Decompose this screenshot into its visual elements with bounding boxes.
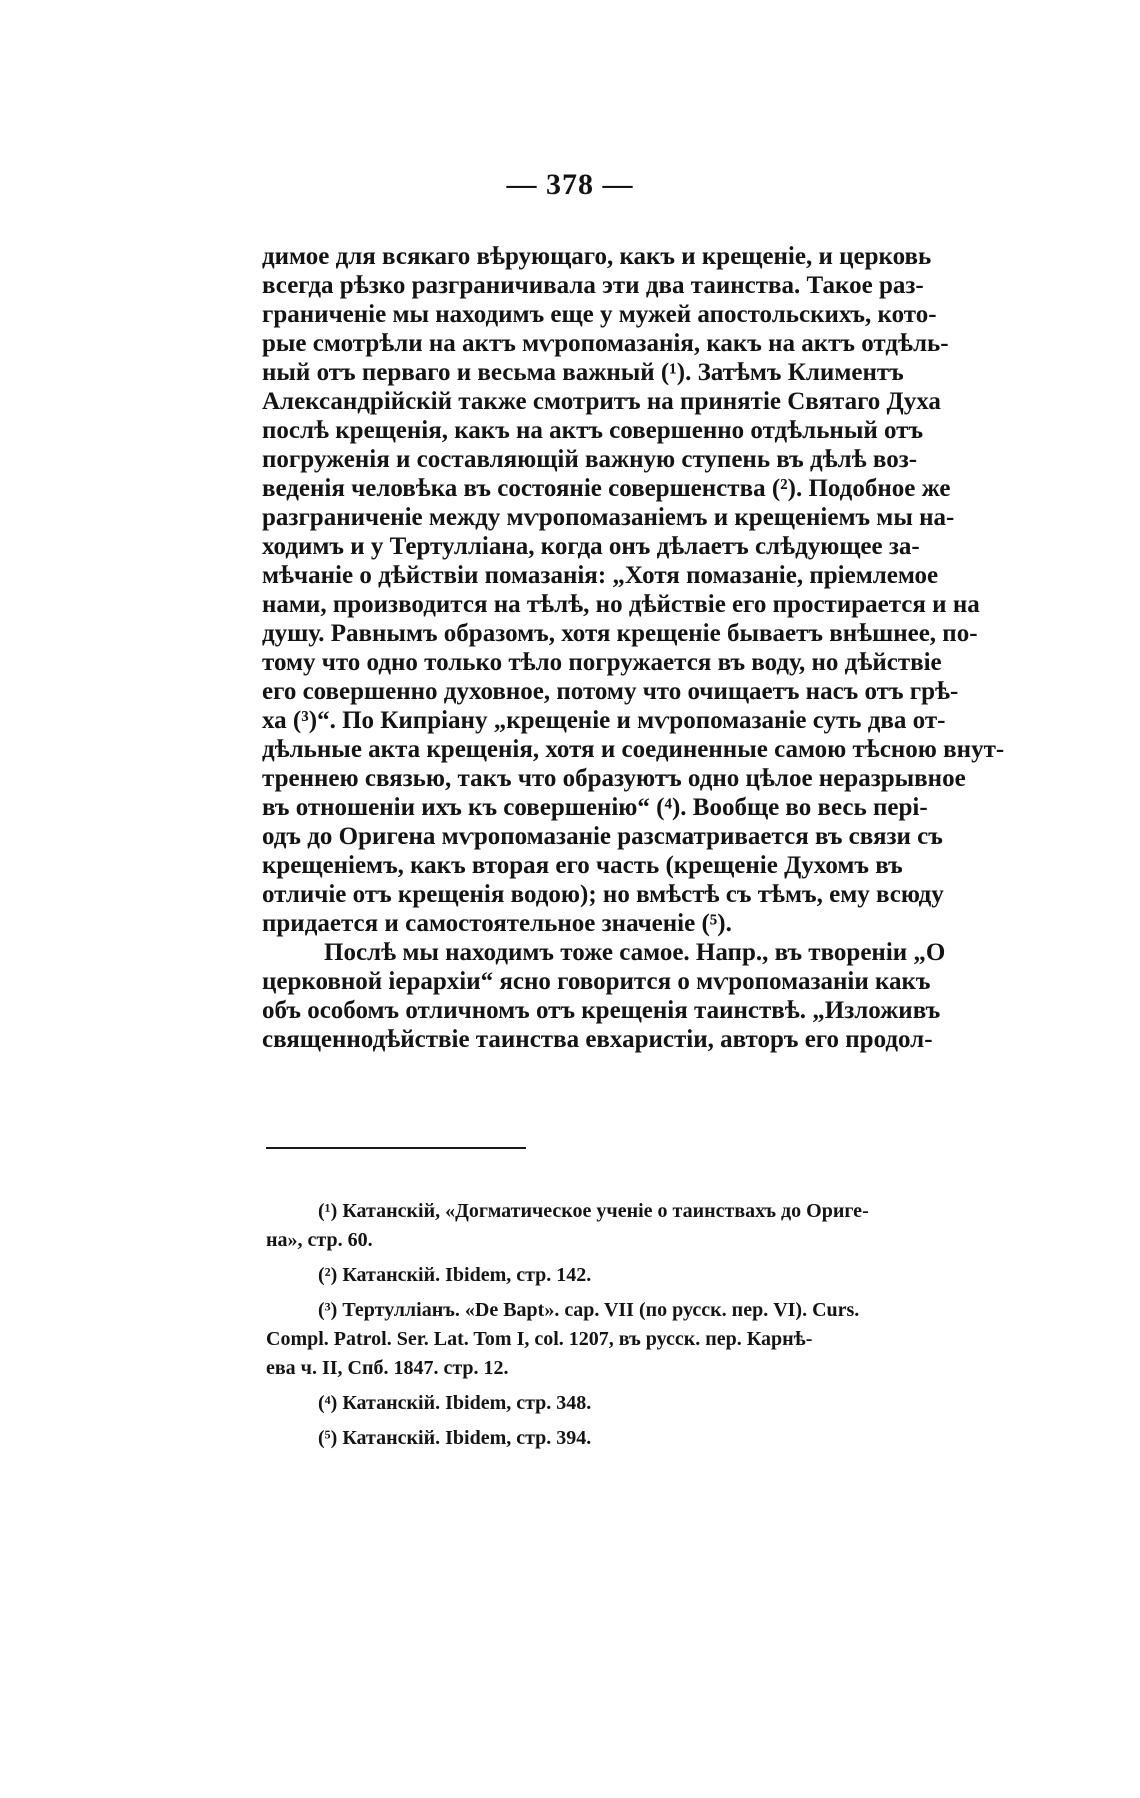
footnote-line: ева ч. II, Спб. 1847. стр. 12. <box>266 1357 509 1379</box>
body-line: придается и самостоятельное значеніе (⁵). <box>262 910 732 937</box>
body-line: ный отъ перваго и весьма важный (¹). Затѣмъ Климентъ <box>262 359 904 386</box>
body-line: послѣ крещенія, какъ на актъ совершенно отдѣльный отъ <box>262 417 924 444</box>
body-line: дѣльные акта крещенія, хотя и соединенные самою тѣсною внут- <box>262 736 1005 763</box>
body-line: отличіе отъ крещенія водою); но вмѣстѣ съ тѣмъ, ему всюду <box>262 881 944 908</box>
footnote-line: (¹) Катанскій, «Догматическое ученіе о таинствахъ до Ориге- <box>318 1200 869 1222</box>
body-line-paragraph-start: Послѣ мы находимъ тоже самое. Напр., въ твореніи „О <box>324 939 946 966</box>
footnote-4 <box>266 1389 1038 1418</box>
body-line: нами, производится на тѣлѣ, но дѣйствіе его простирается и на <box>262 591 980 618</box>
body-line: Александрійскій также смотритъ на принятіе Святаго Духа <box>262 388 941 415</box>
footnote-3 <box>266 1296 1038 1383</box>
body-line: мѣчаніе о дѣйствіи помазанія: „Хотя помазаніе, пріемлемое <box>262 562 939 589</box>
body-line: граниченіе мы находимъ еще у мужей апостольскихъ, кото- <box>262 301 937 328</box>
footnote-divider <box>266 1147 526 1149</box>
body-line: рые смотрѣли на актъ мѵропомазанія, какъ на актъ отдѣль- <box>262 330 949 357</box>
footnote-1 <box>266 1197 1038 1255</box>
body-line: въ отношеніи ихъ къ совершенію“ (⁴). Вообще во весь пері- <box>262 794 928 821</box>
footnote-2 <box>266 1261 1038 1290</box>
body-line: тому что одно только тѣло погружается въ воду, но дѣйствіе <box>262 649 942 676</box>
body-line: одъ до Оригена мѵропомазаніе разсматривается въ связи съ <box>262 823 943 850</box>
page-number: — 378 — <box>506 168 634 201</box>
footnote-line: (⁴) Катанскій. Ibidem, стр. 348. <box>318 1392 592 1414</box>
body-line: объ особомъ отличномъ отъ крещенія таинствѣ. „Изложивъ <box>262 997 941 1024</box>
body-line: церковной іерархіи“ ясно говорится о мѵропомазаніи какъ <box>262 968 931 995</box>
footnote-line: (²) Катанскій. Ibidem, стр. 142. <box>318 1264 592 1286</box>
body-line: треннею связью, такъ что образуютъ одно цѣлое неразрывное <box>262 765 966 792</box>
body-line: священнодѣйствіе таинства евхаристіи, авторъ его продол- <box>262 1026 933 1053</box>
footnote-line: (⁵) Катанскій. Ibidem, стр. 394. <box>318 1427 592 1449</box>
footnote-line: Compl. Patrol. Ser. Lat. Tom I, col. 1207, въ русск. пер. Карнѣ- <box>266 1328 813 1350</box>
footnote-line: (³) Тертулліанъ. «De Bapt». cap. VII (по русск. пер. VI). Curs. <box>318 1299 860 1321</box>
body-line: разграниченіе между мѵропомазаніемъ и крещеніемъ мы на- <box>262 504 955 531</box>
body-line: ха (³)“. По Кипріану „крещеніе и мѵропомазаніе суть два от- <box>262 707 946 734</box>
footnote-line: на», стр. 60. <box>266 1229 373 1251</box>
body-line: ходимъ и у Тертулліана, когда онъ дѣлаетъ слѣдующее за- <box>262 533 920 560</box>
body-line: всегда рѣзко разграничивала эти два таинства. Такое раз- <box>262 272 924 299</box>
body-line: его совершенно духовное, потому что очищаетъ насъ отъ грѣ- <box>262 678 959 705</box>
footnotes <box>266 1197 1038 1453</box>
body-line: димое для всякаго вѣрующаго, какъ и крещеніе, и церковь <box>262 243 932 270</box>
footnote-5 <box>266 1424 1038 1453</box>
body-text <box>262 242 1037 1054</box>
body-line: веденія человѣка въ состояніе совершенства (²). Подобное же <box>262 475 951 502</box>
body-line: крещеніемъ, какъ вторая его часть (крещеніе Духомъ въ <box>262 852 903 879</box>
body-line: погруженія и составляющій важную ступень въ дѣлѣ воз- <box>262 446 918 473</box>
body-line: душу. Равнымъ образомъ, хотя крещеніе бываетъ внѣшнее, по- <box>262 620 978 647</box>
